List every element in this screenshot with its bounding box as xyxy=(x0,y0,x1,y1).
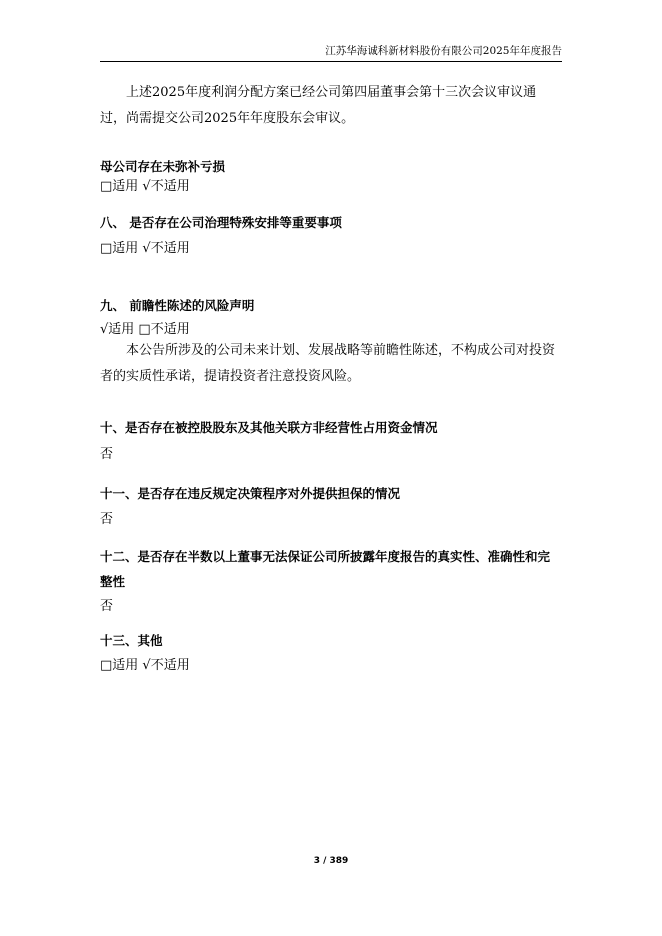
section-9-text: 本公告所涉及的公司未来计划、发展战略等前瞻性陈述，不构成公司对投资者的实质性承诺，提请投资者注意投资风险。 xyxy=(100,343,556,384)
section-8 xyxy=(100,213,562,259)
section-13-title: 十三、其他 xyxy=(100,633,163,648)
section-11-title: 十一、是否存在违反规定决策程序对外提供担保的情况 xyxy=(100,486,401,501)
section-12-title: 十二、是否存在半数以上董事无法保证公司所披露年度报告的真实性、准确性和完整性 xyxy=(100,549,551,589)
running-header: 江苏华海诚科新材料股份有限公司2025年年度报告 xyxy=(325,45,562,57)
section-10 xyxy=(100,418,562,465)
intro-paragraph: 上述2025年度利润分配方案已经公司第四届董事会第十三次会议审议通过，尚需提交公司2025年年度股东会审议。 xyxy=(100,85,537,126)
section-loss-option: □适用 √不适用 xyxy=(100,179,190,194)
section-11 xyxy=(100,484,562,530)
header-rule xyxy=(100,61,562,62)
section-10-answer: 否 xyxy=(100,447,114,462)
section-loss xyxy=(100,157,562,197)
section-12 xyxy=(100,544,562,617)
section-9-title: 九、 前瞻性陈述的风险声明 xyxy=(100,298,255,313)
section-9 xyxy=(100,296,562,390)
intro-paragraph-block xyxy=(100,80,562,132)
section-13 xyxy=(100,631,562,676)
section-loss-title: 母公司存在未弥补亏损 xyxy=(100,159,226,174)
page-number: 3 / 389 xyxy=(313,856,349,866)
section-13-option: □适用 √不适用 xyxy=(100,658,190,673)
section-8-title: 八、 是否存在公司治理特殊安排等重要事项 xyxy=(100,215,342,230)
section-11-answer: 否 xyxy=(100,512,114,527)
section-12-answer: 否 xyxy=(100,599,114,614)
section-9-option: √适用 □不适用 xyxy=(100,322,190,337)
section-8-option: □适用 √不适用 xyxy=(100,241,190,256)
section-10-title: 十、是否存在被控股股东及其他关联方非经营性占用资金情况 xyxy=(100,420,438,435)
